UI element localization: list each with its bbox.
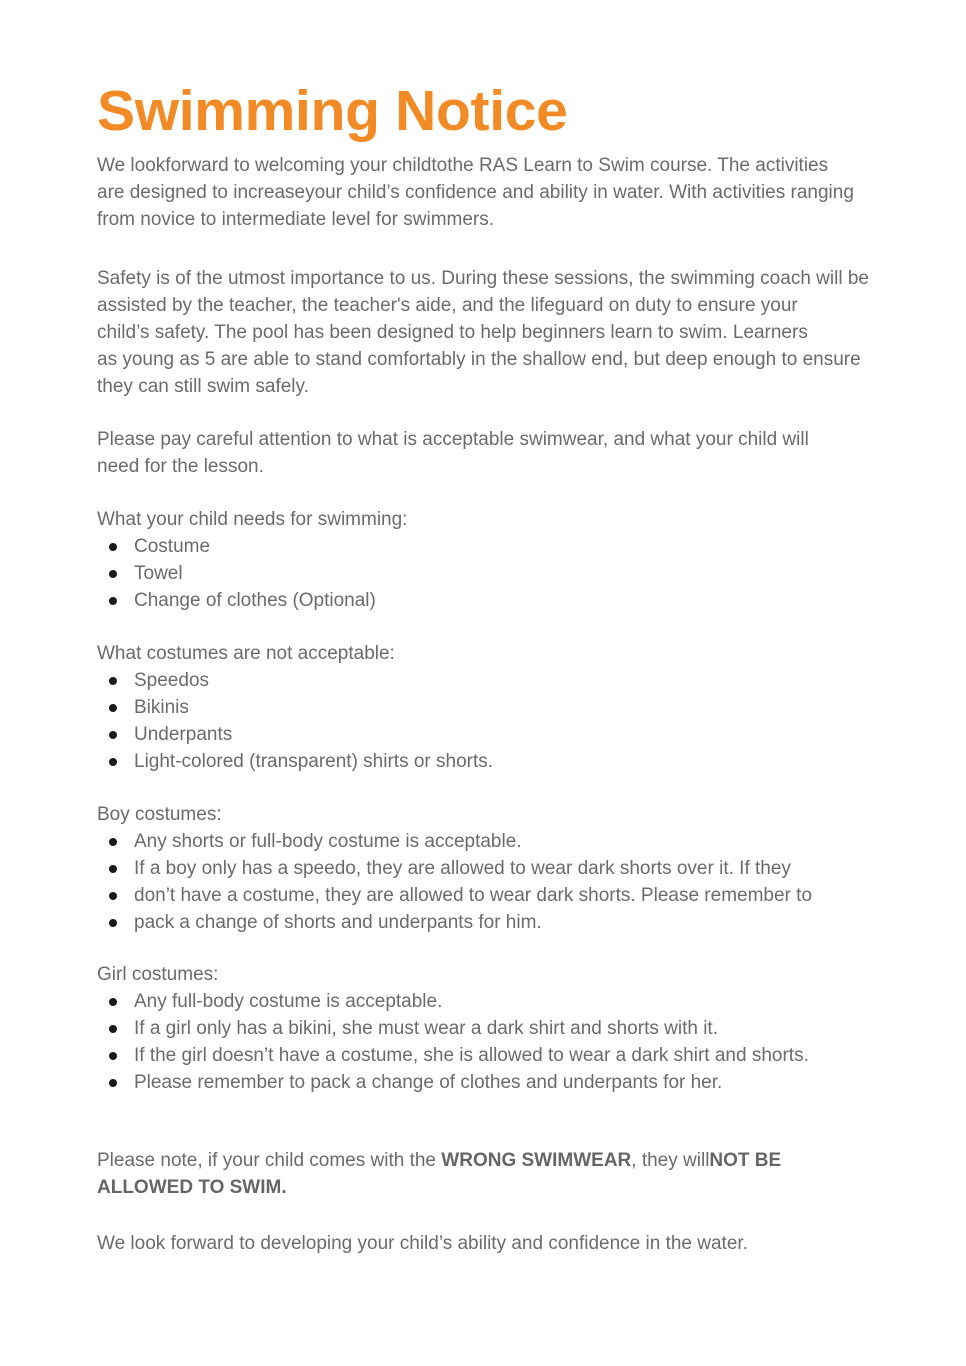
wrong-swimwear-emphasis: WRONG SWIMWEAR [441,1150,632,1171]
list-item: If a girl only has a bikini, she must wear a dark shirt and shorts with it. [97,1015,809,1042]
list-item: pack a change of shorts and underpants for him. [97,909,812,936]
safety-line: child’s safety. The pool has been designed to help beginners learn to swim. Learners [97,322,808,343]
list-item: Underpants [97,721,493,748]
bullet-icon [109,597,117,605]
not-acceptable-heading: What costumes are not acceptable: [97,643,395,664]
bullet-icon [109,919,117,927]
needs-section [97,506,407,614]
list-item: Towel [97,560,407,587]
needs-heading: What your child needs for swimming: [97,509,408,530]
girl-costumes-list [97,988,809,1096]
list-item: Change of clothes (Optional) [97,587,407,614]
list-item: If a boy only has a speedo, they are allowed to wear dark shorts over it. If they [97,855,812,882]
list-item: Light-colored (transparent) shirts or shorts. [97,748,493,775]
list-item: Any shorts or full-body costume is acceptable. [97,828,812,855]
bullet-icon [109,570,117,578]
page-title: Swimming Notice [97,79,568,143]
safety-line: assisted by the teacher, the teacher's aide, and the lifeguard on duty to ensure your [97,295,798,316]
bullet-icon [109,731,117,739]
intro-paragraph [97,152,854,233]
bullet-icon [109,1052,117,1060]
bullet-icon [109,838,117,846]
boy-costumes-section [97,801,812,936]
boy-costumes-heading: Boy costumes: [97,804,222,825]
note-line: Please note, if your child comes with the WRONG SWIMWEAR, they willNOT BE [97,1150,782,1171]
list-item: Please remember to pack a change of clothes and underpants for her. [97,1069,809,1096]
bullet-icon [109,758,117,766]
bullet-icon [109,998,117,1006]
safety-line: they can still swim safely. [97,376,309,397]
boy-costumes-list [97,828,812,936]
bullet-icon [109,543,117,551]
bullet-icon [109,1025,117,1033]
attention-paragraph [97,426,809,480]
closing-line: We look forward to developing your child’s ability and confidence in the water. [97,1233,748,1254]
girl-costumes-heading: Girl costumes: [97,964,219,985]
wrong-swimwear-note [97,1147,781,1201]
closing-paragraph [97,1230,748,1257]
attention-line: need for the lesson. [97,456,264,477]
bullet-icon [109,865,117,873]
list-item: Costume [97,533,407,560]
list-item: If the girl doesn’t have a costume, she is allowed to wear a dark shirt and shorts. [97,1042,809,1069]
intro-line: We lookforward to welcoming your childtothe RAS Learn to Swim course. The activities [97,155,829,176]
attention-line: Please pay careful attention to what is acceptable swimwear, and what your child will [97,429,809,450]
note-line [97,1174,781,1201]
intro-line: from novice to intermediate level for swimmers. [97,209,495,230]
bullet-icon [109,704,117,712]
bullet-icon [109,892,117,900]
safety-line: Safety is of the utmost importance to us. During these sessions, the swimming coach will be [97,268,869,289]
list-item: Any full-body costume is acceptable. [97,988,809,1015]
needs-list [97,533,407,614]
list-item: Bikinis [97,694,493,721]
not-acceptable-list [97,667,493,775]
safety-paragraph [97,265,869,400]
list-item: don’t have a costume, they are allowed to wear dark shorts. Please remember to [97,882,812,909]
intro-line: are designed to increaseyour child’s confidence and ability in water. With activities ranging [97,182,854,203]
list-item: Speedos [97,667,493,694]
bullet-icon [109,677,117,685]
not-acceptable-section [97,640,493,775]
girl-costumes-section [97,961,809,1096]
not-be-emphasis: NOT BE [709,1150,782,1171]
safety-line: as young as 5 are able to stand comfortably in the shallow end, but deep enough to ensure [97,349,861,370]
bullet-icon [109,1079,117,1087]
allowed-to-swim-emphasis: ALLOWED TO SWIM. [97,1177,287,1198]
